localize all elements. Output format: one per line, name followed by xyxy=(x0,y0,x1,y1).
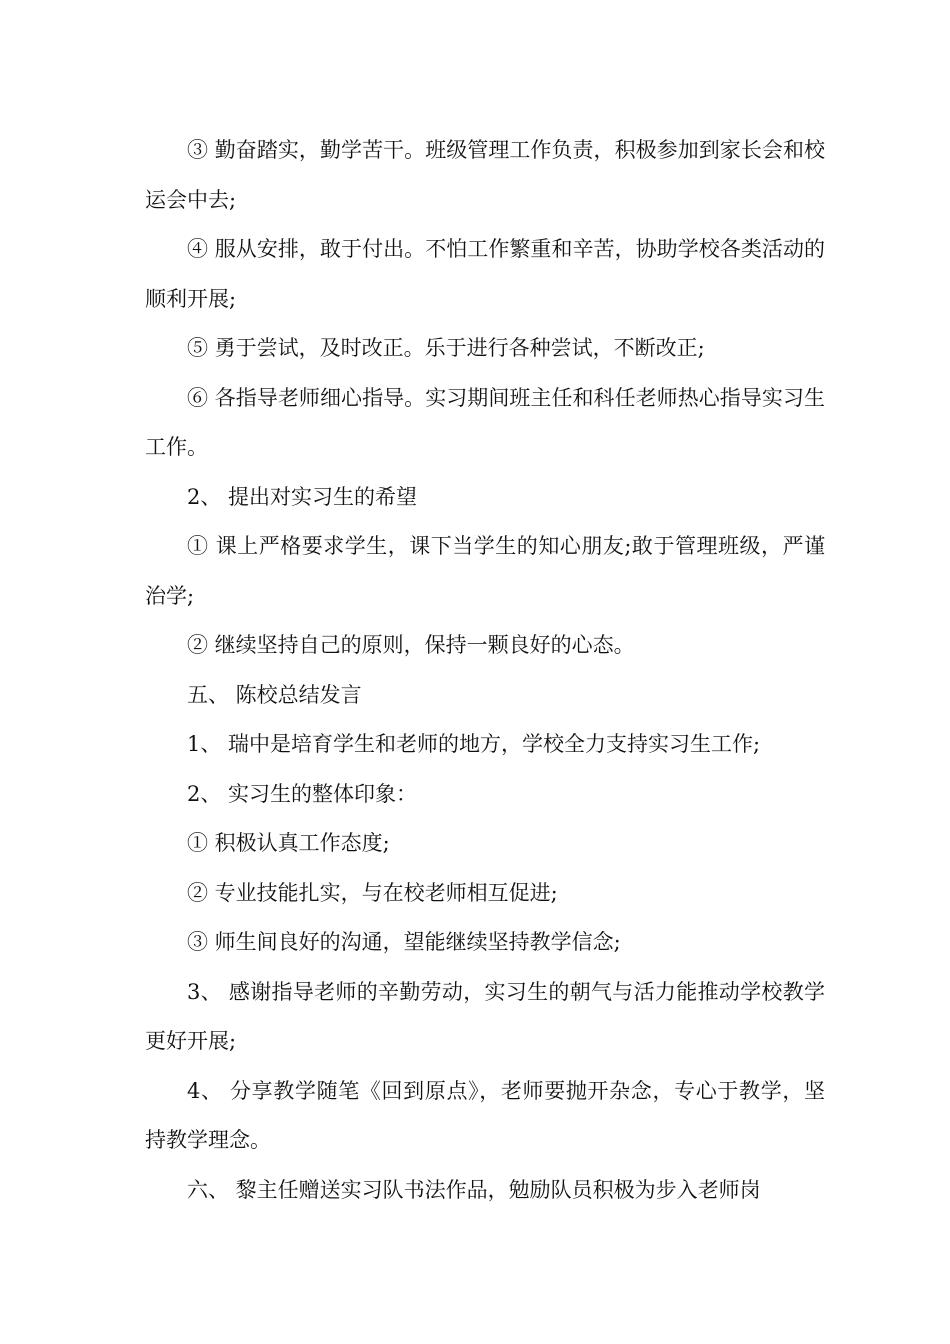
paragraph-heading-hopes: 2、 提出对实习生的希望 xyxy=(187,484,418,509)
paragraph-item-3-diligence: ③ 勤奋踏实，勤学苦干。班级管理工作负责，积极参加到家长会和校运会中去; xyxy=(145,138,825,212)
paragraph-impression-3: ③ 师生间良好的沟通，望能继续坚持教学信念; xyxy=(187,930,621,954)
section-heading-five: 五、 陈校总结发言 xyxy=(187,682,362,707)
paragraph-impression-1: ① 积极认真工作态度; xyxy=(187,831,390,855)
paragraph-item-5-courage: ⑤ 勇于尝试，及时改正。乐于进行各种尝试，不断改正; xyxy=(187,336,705,360)
paragraph-summary-3: 3、 感谢指导老师的辛勤劳动，实习生的朝气与活力能推动学校教学更好开展; xyxy=(145,979,825,1053)
paragraph-hope-2: ② 继续坚持自己的原则，保持一颗良好的心态。 xyxy=(187,633,635,657)
section-heading-six: 六、 黎主任赠送实习队书法作品，勉励队员积极为步入老师岗 xyxy=(187,1177,761,1202)
paragraph-summary-1: 1、 瑞中是培育学生和老师的地方，学校全力支持实习生工作; xyxy=(187,732,761,756)
paragraph-hope-1: ① 课上严格要求学生，课下当学生的知心朋友;敢于管理班级，严谨治学; xyxy=(145,534,825,608)
document-body xyxy=(145,126,825,1215)
paragraph-item-4-obedience: ④ 服从安排，敢于付出。不怕工作繁重和辛苦，协助学校各类活动的顺利开展; xyxy=(145,237,825,311)
paragraph-summary-2: 2、 实习生的整体印象： xyxy=(187,781,418,806)
paragraph-impression-2: ② 专业技能扎实，与在校老师相互促进; xyxy=(187,880,558,905)
paragraph-summary-4: 4、 分享教学随笔《回到原点》，老师要抛开杂念，专心于教学，坚持教学理念。 xyxy=(145,1078,825,1152)
paragraph-item-6-guidance: ⑥ 各指导老师细心指导。实习期间班主任和科任老师热心指导实习生工作。 xyxy=(145,385,825,459)
